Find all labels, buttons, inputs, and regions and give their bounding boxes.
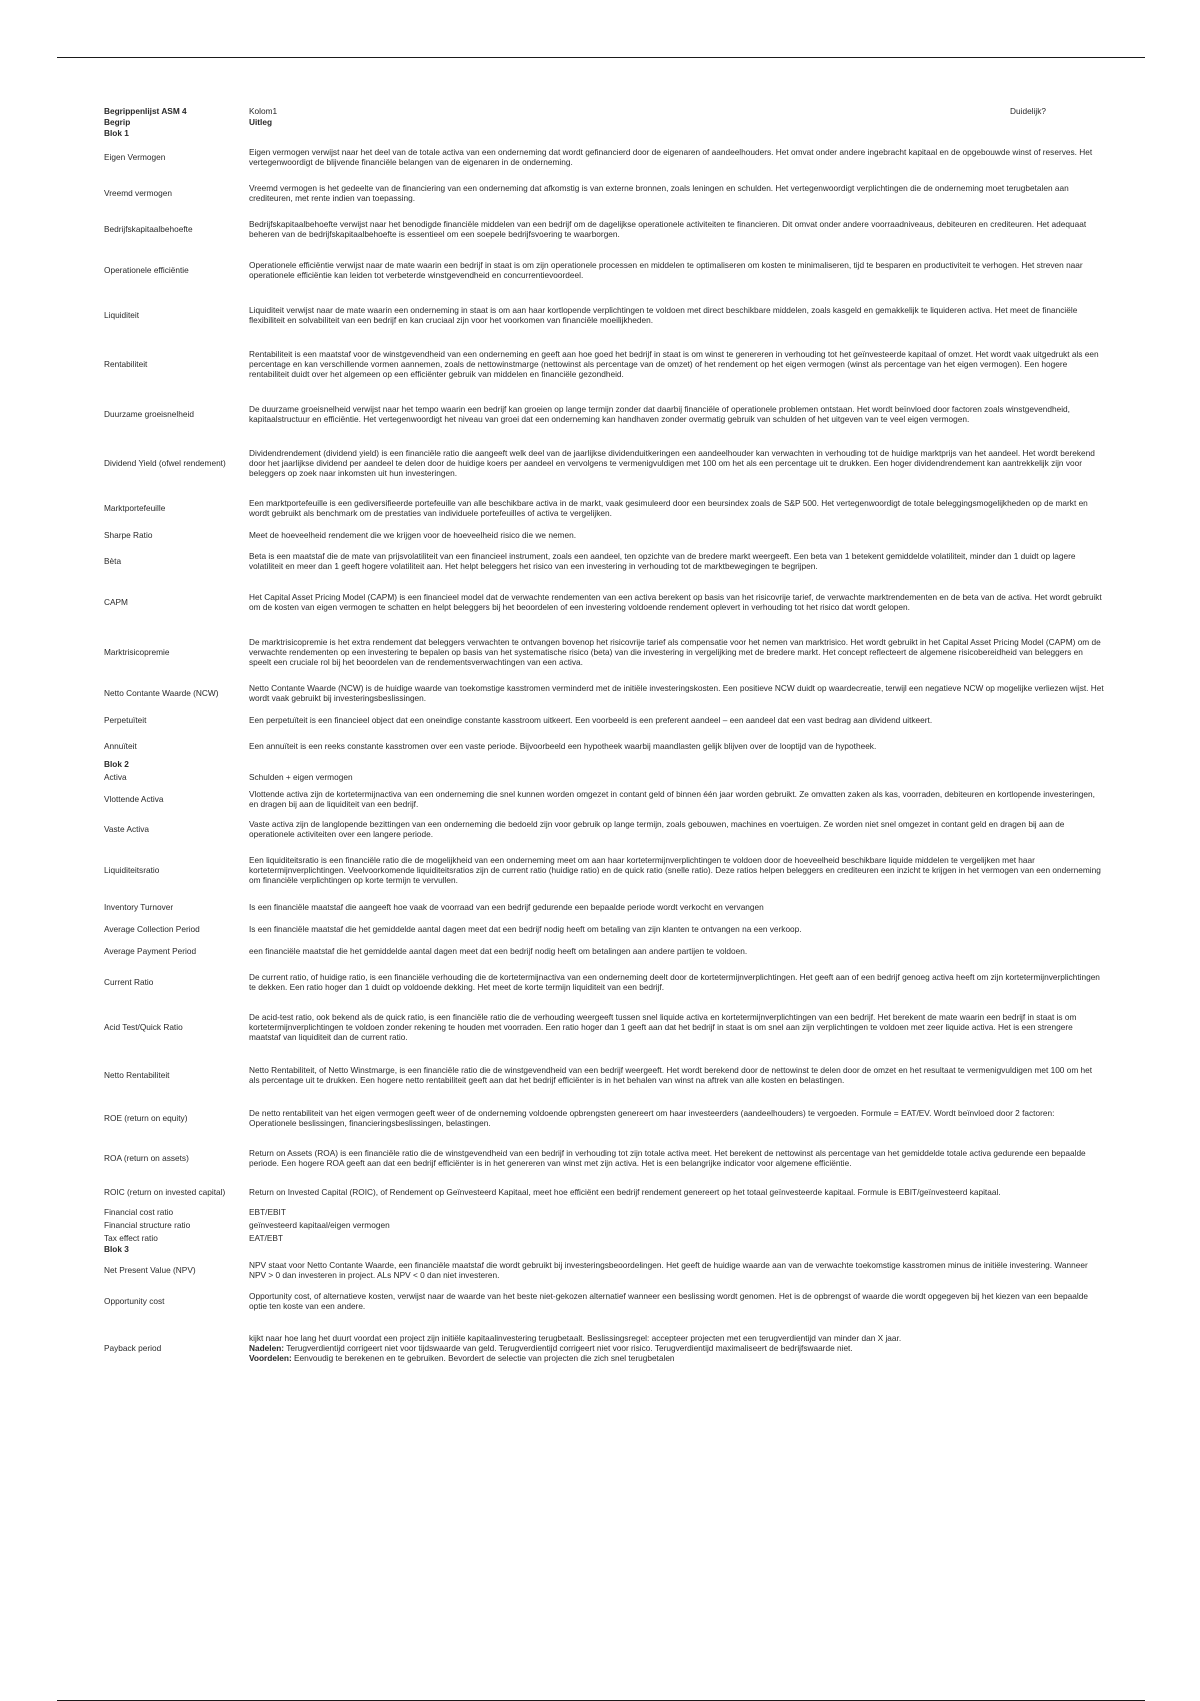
explanation-cell bbox=[249, 902, 1104, 912]
explanation-text: Meet de hoeveelheid rendement die we krijgen voor de hoeveelheid risico die we nemen. bbox=[249, 529, 577, 540]
explanation-cell bbox=[249, 1065, 1104, 1085]
table-row bbox=[104, 814, 1104, 844]
table-row bbox=[104, 770, 1104, 784]
explanation-cell bbox=[249, 924, 1104, 934]
term-cell: ROA (return on assets) bbox=[104, 1152, 189, 1163]
explanation-cell bbox=[249, 551, 1104, 571]
block-label: Blok 2 bbox=[104, 759, 129, 769]
explanation-cell bbox=[249, 592, 1104, 612]
term-cell: Financial cost ratio bbox=[104, 1206, 174, 1217]
explanation-cell bbox=[249, 741, 1104, 751]
table-row bbox=[104, 437, 1104, 489]
table-row bbox=[104, 1232, 1104, 1244]
explanation-text: Het Capital Asset Pricing Model (CAPM) is een financieel model dat de verwachte rendementen van een activa berekent op basis van het risicovrije tarief, de verwachte marktrendementen en de beta van de activa. Het wordt gebruikt om de kosten van eigen vermogen te schatten en helpt beleggers bij het beoordelen of een investering voldoende rendement oplevert in verhouding tot het risico dat wordt gelopen. bbox=[249, 591, 1102, 612]
header-row-labels bbox=[104, 117, 1104, 128]
table-row bbox=[104, 337, 1104, 391]
term-cell: Tax effect ratio bbox=[104, 1232, 158, 1243]
term-cell: Annuïteit bbox=[104, 740, 137, 751]
block-header bbox=[104, 128, 1104, 139]
explanation-text: Schulden + eigen vermogen bbox=[249, 771, 353, 782]
table-row bbox=[104, 1098, 1104, 1138]
term-cell: Inventory Turnover bbox=[104, 901, 174, 912]
term-cell: Vreemd vermogen bbox=[104, 187, 172, 198]
explanation-text: Operationele efficiëntie verwijst naar de mate waarin een bedrijf in staat is om zijn operationele processen en middelen te optimaliseren om kosten te minimaliseren, tijd te besparen en productiviteit te verhogen. Het streven naar operationele efficiëntie kan leiden tot verbeterde winstgevendheid en concurrentievoordeel. bbox=[249, 259, 1083, 280]
explanation-text: Vlottende activa zijn de kortetermijnactiva van een onderneming die snel kunnen worden omgezet in contant geld of binnen één jaar worden gebruikt. Ze omvatten zaken als kas, voorraden, debiteuren en kortlopende investeringen, en dragen bij aan de liquiditeit van een bedrijf. bbox=[249, 788, 1095, 809]
explanation-cell bbox=[249, 1233, 1104, 1243]
explanation-text: kijkt naar hoe lang het duurt voordat een project zijn initiële kapitaalinvestering terugbetaalt. Beslissingsregel: accepteer projecten met een terugverdientijd van minder dan X jaar. bbox=[249, 1332, 902, 1343]
explanation-cell bbox=[249, 1148, 1104, 1168]
block-header bbox=[104, 1244, 1104, 1255]
table-row bbox=[104, 579, 1104, 625]
table-row bbox=[104, 844, 1104, 896]
blocks-container bbox=[104, 128, 1104, 1379]
explanation-cell bbox=[249, 183, 1104, 203]
explanation-text: een financiële maatstaf die het gemiddelde aantal dagen meet dat een bedrijf nodig heeft om betalingen aan andere partijen te voldoen. bbox=[249, 945, 748, 956]
explanation-text: Return on Assets (ROA) is een financiële ratio die de winstgevendheid van een bedrijf in verhouding tot zijn totale activa meet. Het berekent de nettowinst als percentage van het gemiddelde totale activa gedurende een bepaalde periode. Een hogere ROA geeft aan dat een bedrijf efficiënter is in het genereren van winst met zijn activa. Het is een belangrijke indicator voor algemene efficiëntie. bbox=[249, 1147, 1086, 1168]
table-row bbox=[104, 625, 1104, 679]
explanation-cell bbox=[249, 530, 1104, 540]
explanation-text: Vaste activa zijn de langlopende bezittingen van een onderneming die bedoeld zijn voor gebruik op lange termijn, zoals gebouwen, machines en voertuigen. Ze worden niet snel omgezet in contant geld en dragen bij aan de operationele activiteiten over een langere periode. bbox=[249, 818, 1065, 839]
table-row bbox=[104, 1002, 1104, 1052]
term-cell: Average Payment Period bbox=[104, 945, 197, 956]
explanation-cell bbox=[249, 637, 1104, 668]
term-cell: Perpetuïteit bbox=[104, 714, 147, 725]
explanation-cell bbox=[249, 404, 1104, 424]
explanation-cell bbox=[249, 219, 1104, 239]
explanation-note bbox=[249, 1343, 1104, 1353]
term-cell: Vlottende Activa bbox=[104, 793, 164, 804]
term-cell: ROE (return on equity) bbox=[104, 1112, 188, 1123]
table-row bbox=[104, 489, 1104, 527]
explanation-cell bbox=[249, 972, 1104, 992]
explanation-cell bbox=[249, 1012, 1104, 1043]
term-cell: Dividend Yield (ofwel rendement) bbox=[104, 457, 226, 468]
term-cell: Netto Rentabiliteit bbox=[104, 1069, 170, 1080]
explanation-text: Liquiditeit verwijst naar de mate waarin een onderneming in staat is om aan haar kortlopende verplichtingen te voldoen met direct beschikbare middelen, zoals kasgeld en gemakkelijk te liquideren activa. Het meet de financiële flexibiliteit en solvabiliteit van een bedrijf en kan cruciaal zijn voor het voorkomen van financiële moeilijkheden. bbox=[249, 304, 1078, 325]
explanation-text: Rentabiliteit is een maatstaf voor de winstgevendheid van een onderneming en geeft aan hoe goed het bedrijf in staat is om winst te genereren in verhouding tot het geïnvesteerde kapitaal of omzet. Het wordt vaak uitgedrukt als een percentage en kan verschillende vormen aannemen, zoals de nettowinstmarge (nettowinst als percentage van de omzet) of het rendement op het eigen vermogen (winst als percentage van het eigen vermogen). Een hogere rentabiliteit duidt over het algemeen op een efficiënter gebruik van middelen en financiële gezondheid. bbox=[249, 348, 1099, 380]
explanation-text: Netto Contante Waarde (NCW) is de huidige waarde van toekomstige kasstromen verminderd met de initiële investeringskosten. Een positieve NCW duidt op waardecreatie, terwijl een negatieve NCW op mogelijke verliezen wijst. Het wordt vaak gebruikt bij investeringsbeslissingen. bbox=[249, 682, 1104, 703]
explanation-text: Dividendrendement (dividend yield) is een financiële ratio die aangeeft welk deel van de jaarlijkse dividenduitkeringen een aandeelhouder kan verwachten in verhouding tot de huidige marktprijs van het aandeel. Het wordt berekend door het jaarlijkse dividend per aandeel te delen door de huidige koers per aandeel en vervolgens te vermenigvuldigen met 100 om het als een percentage uit te drukken. Een hoger dividendrendement kan aantrekkelijk zijn voor beleggers op zoek naar inkomsten uit hun investeringen. bbox=[249, 447, 1095, 479]
explanation-cell bbox=[249, 772, 1104, 782]
term-cell: Current Ratio bbox=[104, 976, 154, 987]
column-explanation-label: Uitleg bbox=[249, 117, 273, 127]
explanation-cell bbox=[249, 498, 1104, 518]
term-cell: Activa bbox=[104, 771, 127, 782]
explanation-text: NPV staat voor Netto Contante Waarde, een financiële maatstaf die wordt gebruikt bij investeringsbeoordelingen. Het geeft de huidige waarde aan van de verwachte toekomstige kasstromen minus de initiële investering. Wanneer NPV > 0 dan investeren in project. ALs NPV < 0 dan niet investeren. bbox=[249, 1259, 1088, 1280]
term-cell: Financial structure ratio bbox=[104, 1219, 191, 1230]
term-cell: Net Present Value (NPV) bbox=[104, 1264, 196, 1275]
explanation-text: De netto rentabiliteit van het eigen vermogen geeft weer of de onderneming voldoende opbrengsten genereert om haar investeerders (aandeelhouders) te vergoeden. Formule = EAT/EV. Wordt beïnvloed door 2 factoren: Operationele beslissingen, financieringsbeslissingen, belastingen. bbox=[249, 1107, 1055, 1128]
table-row bbox=[104, 1317, 1104, 1379]
term-cell: Payback period bbox=[104, 1342, 162, 1353]
note-label: Nadelen: bbox=[249, 1342, 285, 1353]
term-cell: Bedrijfskapitaalbehoefte bbox=[104, 223, 193, 234]
table-row bbox=[104, 543, 1104, 579]
table-row bbox=[104, 733, 1104, 759]
explanation-text: Is een financiële maatstaf die het gemiddelde aantal dagen meet dat een bedrijf nodig heeft om betaling van zijn klanten te ontvangen na een verkoop. bbox=[249, 923, 802, 934]
term-cell: Sharpe Ratio bbox=[104, 529, 153, 540]
note-text: Terugverdientijd corrigeert niet voor tijdswaarde van geld. Terugverdientijd corrigeert niet voor risico. Terugverdientijd maximaliseert de bedrijfswaarde niet. bbox=[284, 1342, 853, 1353]
table-row bbox=[104, 679, 1104, 707]
term-cell: Rentabiliteit bbox=[104, 358, 148, 369]
top-rule bbox=[57, 57, 1145, 58]
explanation-cell bbox=[249, 1291, 1104, 1311]
table-row bbox=[104, 1206, 1104, 1218]
term-cell: CAPM bbox=[104, 596, 128, 607]
explanation-text: De current ratio, of huidige ratio, is een financiële verhouding die de kortetermijnactiva van een onderneming deelt door de kortetermijnverplichtingen. Het geeft aan of een bedrijf genoeg activa heeft om zijn kortetermijnverplichtingen te dekken. Een ratio hoger dan 1 duidt op voldoende dekking. Het meet de korte termijn liquiditeit van een bedrijf. bbox=[249, 971, 1100, 992]
explanation-cell bbox=[249, 1108, 1104, 1128]
explanation-cell bbox=[249, 946, 1104, 956]
term-cell: Marktportefeuille bbox=[104, 502, 166, 513]
explanation-cell bbox=[249, 1260, 1104, 1280]
explanation-cell bbox=[249, 1207, 1104, 1217]
explanation-text: EAT/EBT bbox=[249, 1232, 283, 1243]
term-cell: Acid Test/Quick Ratio bbox=[104, 1021, 183, 1032]
explanation-text: De duurzame groeisnelheid verwijst naar het tempo waarin een bedrijf kan groeien op lange termijn zonder dat daarbij financiële of operationele problemen ontstaan. Het wordt beïnvloed door factoren zoals winstgevendheid, kapitaalstructuur en efficiëntie. Het vertegenwoordigt het niveau van groei dat een onderneming kan handhaven zonder overmatig gebruik van schulden of het uitgeven van te veel eigen vermogen. bbox=[249, 403, 1070, 424]
term-cell: Vaste Activa bbox=[104, 823, 150, 834]
term-cell: Duurzame groeisnelheid bbox=[104, 408, 194, 419]
explanation-cell bbox=[249, 1333, 1104, 1364]
explanation-cell bbox=[249, 349, 1104, 380]
explanation-text: Opportunity cost, of alternatieve kosten, verwijst naar de waarde van het beste niet-gekozen alternatief wanneer een beslissing wordt genomen. Het is de opbrengst of waarde die wordt opgegeven bij het kiezen van een bepaalde optie ten koste van een andere. bbox=[249, 1290, 1088, 1311]
explanation-text: Een annuïteit is een reeks constante kasstromen over een vaste periode. Bijvoorbeeld een hypotheek waarbij maandlasten gelijk blijven over de looptijd van de hypotheek. bbox=[249, 740, 877, 751]
term-cell: Opportunity cost bbox=[104, 1295, 165, 1306]
block-label: Blok 3 bbox=[104, 1244, 129, 1254]
term-cell: Bèta bbox=[104, 555, 122, 566]
spreadsheet bbox=[104, 106, 1104, 1379]
table-row bbox=[104, 527, 1104, 543]
table-row bbox=[104, 1218, 1104, 1232]
explanation-cell bbox=[249, 683, 1104, 703]
table-row bbox=[104, 1178, 1104, 1206]
table-row bbox=[104, 1255, 1104, 1285]
explanation-text: Is een financiële maatstaf die aangeeft hoe vaak de voorraad van een bedrijf gedurende een bepaalde periode wordt verkocht en vervangen bbox=[249, 901, 764, 912]
explanation-text: Een liquiditeitsratio is een financiële ratio die de mogelijkheid van een onderneming meet om aan haar kortetermijnverplichtingen te voldoen door de hoeveelheid beschikbare liquide middelen te vergelijken met haar kortetermijnverplichtingen. Veelvoorkomende liquiditeitsratios zijn de current ratio (huidige ratio) en de quick ratio (snelle ratio). Deze ratios helpen beleggers en crediteuren een inzicht te krijgen in het vermogen van een onderneming om financiële verplichtingen op korte termijn te vervullen. bbox=[249, 854, 1101, 886]
term-cell: Operationele efficiëntie bbox=[104, 264, 189, 275]
table-row bbox=[104, 293, 1104, 337]
explanation-text: Bedrijfskapitaalbehoefte verwijst naar het benodigde financiële middelen van een bedrijf om de dagelijkse operationele activiteiten te financieren. Dit omvat onder andere voorraadniveaus, debiteuren en crediteuren. Het adequaat beheren van de bedrijfskapitaalbehoefte is essentieel om een soepele bedrijfsvoering te waarborgen. bbox=[249, 218, 1087, 239]
explanation-text: EBT/EBIT bbox=[249, 1206, 286, 1217]
explanation-cell bbox=[249, 715, 1104, 725]
explanation-text: Return on Invested Capital (ROIC), of Rendement op Geïnvesteerd Kapitaal, meet hoe efficiënt een bedrijf rendement genereert op het totaal geïnvesteerde kapitaal. Formule is EBIT/geïnvesteerd kapitaal. bbox=[249, 1186, 1001, 1197]
explanation-text: Netto Rentabiliteit, of Netto Winstmarge, is een financiële ratio die de winstgevendheid van een bedrijf weergeeft. Het wordt berekend door de nettowinst te delen door de omzet en het resultaat te vermenigvuldigen met 100 om het als percentage uit te drukken. Een hogere netto rentabiliteit geeft aan dat het bedrijf efficiënter is in het behalen van winst na aftrek van alle kosten en belastingen. bbox=[249, 1064, 1093, 1085]
term-cell: Liquiditeit bbox=[104, 309, 140, 320]
explanation-cell bbox=[249, 855, 1104, 886]
explanation-text: De acid-test ratio, ook bekend als de quick ratio, is een financiële ratio die de verhouding weergeeft tussen snel liquide activa en kortetermijnverplichtingen van een bedrijf. Het berekent de mate waarin een bedrijf in staat is om kortetermijnverplichtingen te voldoen zonder rekening te houden met voorraden. Een ratio hoger dan 1 geeft aan dat het bedrijf in staat is om snel aan zijn verplichtingen te voldoen met zeer liquide activa. Het is een strengere maatstaf van liquiditeit dan de current ratio. bbox=[249, 1011, 1077, 1043]
column-term-label: Begrip bbox=[104, 117, 131, 127]
table-row bbox=[104, 1285, 1104, 1317]
explanation-text: Een perpetuïteit is een financieel object dat een oneindige constante kasstroom uitkeert. Een voorbeeld is een preferent aandeel – een aandeel dat een vast bedrag aan dividend uitkeert. bbox=[249, 714, 933, 725]
block-label: Blok 1 bbox=[104, 128, 129, 138]
table-row bbox=[104, 211, 1104, 247]
table-row bbox=[104, 918, 1104, 940]
table-row bbox=[104, 1138, 1104, 1178]
explanation-cell bbox=[249, 819, 1104, 839]
table-row bbox=[104, 391, 1104, 437]
column-3-top-label: Duidelijk? bbox=[1010, 106, 1046, 116]
explanation-text: geïnvesteerd kapitaal/eigen vermogen bbox=[249, 1219, 390, 1230]
explanation-text: Beta is een maatstaf die de mate van prijsvolatiliteit van een financieel instrument, zoals een aandeel, ten opzichte van de bredere markt weergeeft. Een beta van 1 betekent gemiddelde volatiliteit, minder dan 1 duidt op lagere volatiliteit en meer dan 1 geeft hogere volatiliteit aan. Het helpt beleggers het risico van een investering in verhouding tot de marktbewegingen te begrijpen. bbox=[249, 550, 1076, 571]
table-row bbox=[104, 940, 1104, 962]
explanation-text: Vreemd vermogen is het gedeelte van de financiering van een onderneming dat afkomstig is van externe bronnen, zoals leningen en schulden. Het vertegenwoordigt verplichtingen die de onderneming moet terugbetalen aan crediteuren, met rente indien van toepassing. bbox=[249, 182, 1069, 203]
table-row bbox=[104, 896, 1104, 918]
explanation-cell bbox=[249, 305, 1104, 325]
explanation-cell bbox=[249, 147, 1104, 167]
explanation-cell bbox=[249, 1220, 1104, 1230]
note-label: Voordelen: bbox=[249, 1353, 292, 1364]
sheet-title: Begrippenlijst ASM 4 bbox=[104, 106, 187, 116]
table-row bbox=[104, 247, 1104, 293]
explanation-note bbox=[249, 1353, 1104, 1363]
explanation-cell bbox=[249, 1187, 1104, 1197]
table-row bbox=[104, 1052, 1104, 1098]
table-row bbox=[104, 962, 1104, 1002]
term-cell: Marktrisicopremie bbox=[104, 646, 170, 657]
term-cell: Liquiditeitsratio bbox=[104, 864, 160, 875]
explanation-cell bbox=[249, 789, 1104, 809]
table-row bbox=[104, 707, 1104, 733]
column-2-top-label: Kolom1 bbox=[249, 106, 278, 116]
table-row bbox=[104, 784, 1104, 814]
term-cell: Netto Contante Waarde (NCW) bbox=[104, 687, 219, 698]
term-cell: ROIC (return on invested capital) bbox=[104, 1186, 226, 1197]
explanation-text: Eigen vermogen verwijst naar het deel van de totale activa van een onderneming dat wordt gefinancierd door de eigenaren of aandeelhouders. Het omvat onder andere ingebracht kapitaal en de opgebouwde winst of reserves. Het vertegenwoordigt de blijvende financiële belangen van de eigenaren in de onderneming. bbox=[249, 146, 1093, 167]
table-row bbox=[104, 175, 1104, 211]
note-text: Eenvoudig te berekenen en te gebruiken. Bevordert de selectie van projecten die zich snel terugbetalen bbox=[291, 1353, 675, 1364]
explanation-cell bbox=[249, 260, 1104, 280]
term-cell: Eigen Vermogen bbox=[104, 151, 166, 162]
table-row bbox=[104, 139, 1104, 175]
explanation-text: Een marktportefeuille is een gediversifieerde portefeuille van alle beschikbare activa in de markt, vaak gesimuleerd door een beursindex zoals de S&P 500. Het vertegenwoordigt de totale beleggingsmogelijkheden op de markt en wordt gebruikt als benchmark om de prestaties van individuele portefeuilles of activa te vergelijken. bbox=[249, 497, 1088, 518]
term-cell: Average Collection Period bbox=[104, 923, 200, 934]
block-header bbox=[104, 759, 1104, 770]
explanation-text: De marktrisicopremie is het extra rendement dat beleggers verwachten te ontvangen bovenop het risicovrije tarief als compensatie voor het nemen van marktrisico. Het wordt gebruikt in het Capital Asset Pricing Model (CAPM) om de verwachte rendementen op een investering te bepalen op basis van het systematische risico (beta) van die investering in vergelijking met de bredere markt. Het concept reflecteert de algemene risicobereidheid van beleggers en speelt een cruciale rol bij het beoordelen van de rendementsverwachtingen van een activa. bbox=[249, 636, 1101, 668]
explanation-cell bbox=[249, 448, 1104, 479]
header-row-top bbox=[104, 106, 1104, 117]
